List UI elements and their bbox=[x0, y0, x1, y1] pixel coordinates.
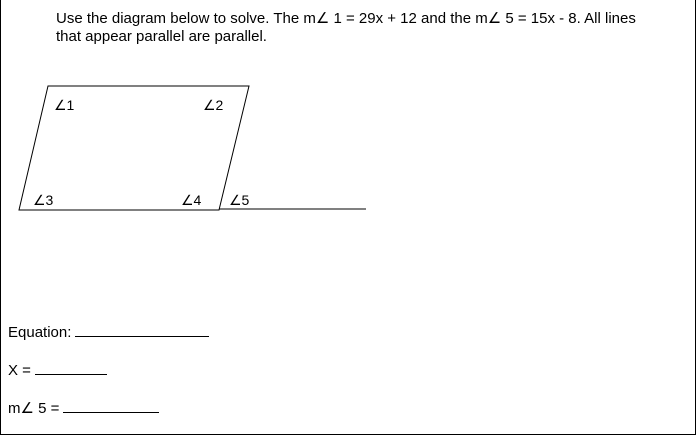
x-label: X = bbox=[8, 362, 31, 379]
angle-2-label: ∠2 bbox=[203, 97, 224, 113]
problem-line-2: that appear parallel are parallel. bbox=[56, 28, 267, 45]
problem-line-1: Use the diagram below to solve. The m∠ 1 = 29x + 12 and the m∠ 5 = 15x - 8. All lines bbox=[56, 10, 636, 27]
angle-1-label: ∠1 bbox=[54, 97, 75, 113]
angle-3-label: ∠3 bbox=[33, 192, 54, 208]
angle-4-label: ∠4 bbox=[181, 192, 202, 208]
m5-answer-row bbox=[8, 397, 159, 418]
equation-answer-row bbox=[8, 321, 209, 342]
equation-label: Equation: bbox=[8, 324, 72, 341]
x-blank[interactable] bbox=[35, 359, 107, 375]
m5-label: m∠ 5 = bbox=[8, 400, 60, 417]
m5-blank[interactable] bbox=[63, 397, 159, 413]
x-answer-row bbox=[8, 359, 107, 380]
equation-blank[interactable] bbox=[75, 321, 209, 337]
angle-5-label: ∠5 bbox=[229, 192, 250, 208]
